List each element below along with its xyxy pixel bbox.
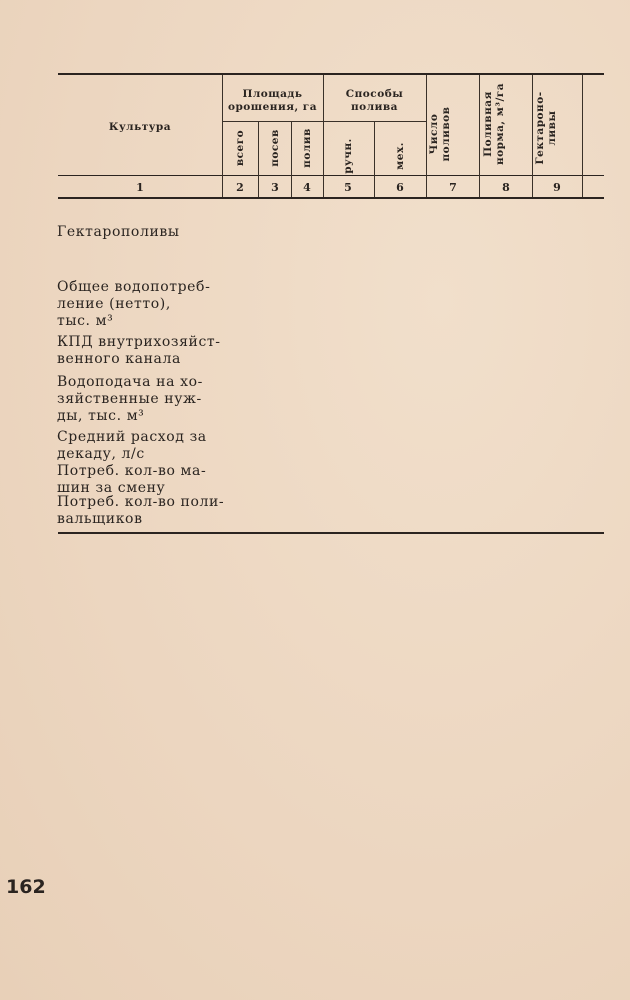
row-total-water-line1: Общее водопотреб- bbox=[57, 279, 211, 295]
row-workers-line2: вальщиков bbox=[57, 511, 143, 527]
row-avg-flow-line2: декаду, л/с bbox=[57, 446, 145, 462]
row-workers-line1: Потреб. кол-во поли- bbox=[57, 494, 225, 510]
table-top-rule bbox=[58, 73, 604, 75]
column-number: 7 bbox=[449, 181, 457, 194]
column-number: 3 bbox=[271, 181, 279, 194]
col-divider bbox=[291, 122, 292, 197]
row-efficiency-line2: венного канала bbox=[57, 351, 181, 367]
header-area-group-line2: орошения, га bbox=[227, 101, 318, 113]
header-method-manual: ручн. bbox=[342, 138, 354, 174]
header-method-mech: мех. bbox=[394, 142, 406, 170]
table-numbers-bottom-rule bbox=[58, 197, 604, 199]
page-number: 162 bbox=[6, 876, 46, 898]
header-area-total: всего bbox=[234, 129, 246, 167]
header-area-group-line1: Площадь bbox=[242, 88, 303, 100]
header-irrigation-count-line1: Число bbox=[428, 113, 440, 155]
header-norm-line1: Поливная bbox=[482, 91, 494, 157]
col-divider bbox=[374, 122, 375, 197]
column-number: 2 bbox=[236, 181, 244, 194]
row-total-water-line2: ление (нетто), bbox=[57, 296, 171, 312]
row-household-line2: зяйственные нуж- bbox=[57, 391, 202, 407]
column-number: 9 bbox=[553, 181, 561, 194]
header-method-group-line1: Способы bbox=[345, 88, 404, 100]
header-hectare-line2: ливы bbox=[546, 110, 558, 146]
col-divider bbox=[532, 75, 533, 197]
table-header-bottom-rule bbox=[58, 175, 604, 176]
header-hectare-line1: Гектароно- bbox=[534, 91, 546, 165]
column-number: 1 bbox=[136, 181, 144, 194]
header-area-irrigated: полив bbox=[301, 128, 313, 168]
column-number: 5 bbox=[344, 181, 352, 194]
table-end-rule bbox=[58, 532, 604, 534]
group-separator bbox=[323, 121, 426, 122]
row-total-water-line3: тыс. м³ bbox=[57, 313, 114, 329]
col-divider bbox=[426, 75, 427, 197]
header-irrigation-count-line2: поливов bbox=[440, 106, 452, 162]
row-household-line1: Водоподача на хо- bbox=[57, 374, 203, 390]
column-number: 4 bbox=[303, 181, 311, 194]
col-divider bbox=[479, 75, 480, 197]
row-machines-line2: шин за смену bbox=[57, 480, 166, 496]
row-efficiency-line1: КПД внутрихозяйст- bbox=[57, 334, 221, 350]
row-hectare-irrigations: Гектарополивы bbox=[57, 224, 180, 240]
header-method-group-line2: полива bbox=[351, 101, 398, 113]
column-number: 8 bbox=[502, 181, 510, 194]
row-avg-flow-line1: Средний расход за bbox=[57, 429, 207, 445]
col-divider bbox=[582, 75, 583, 197]
header-area-sown: посев bbox=[269, 129, 281, 167]
row-machines-line1: Потреб. кол-во ма- bbox=[57, 463, 207, 479]
header-norm-line2: норма, м³/га bbox=[494, 82, 506, 166]
column-number: 6 bbox=[396, 181, 404, 194]
row-household-line3: ды, тыс. м³ bbox=[57, 408, 145, 424]
header-culture: Культура bbox=[108, 121, 172, 133]
col-divider bbox=[258, 122, 259, 197]
